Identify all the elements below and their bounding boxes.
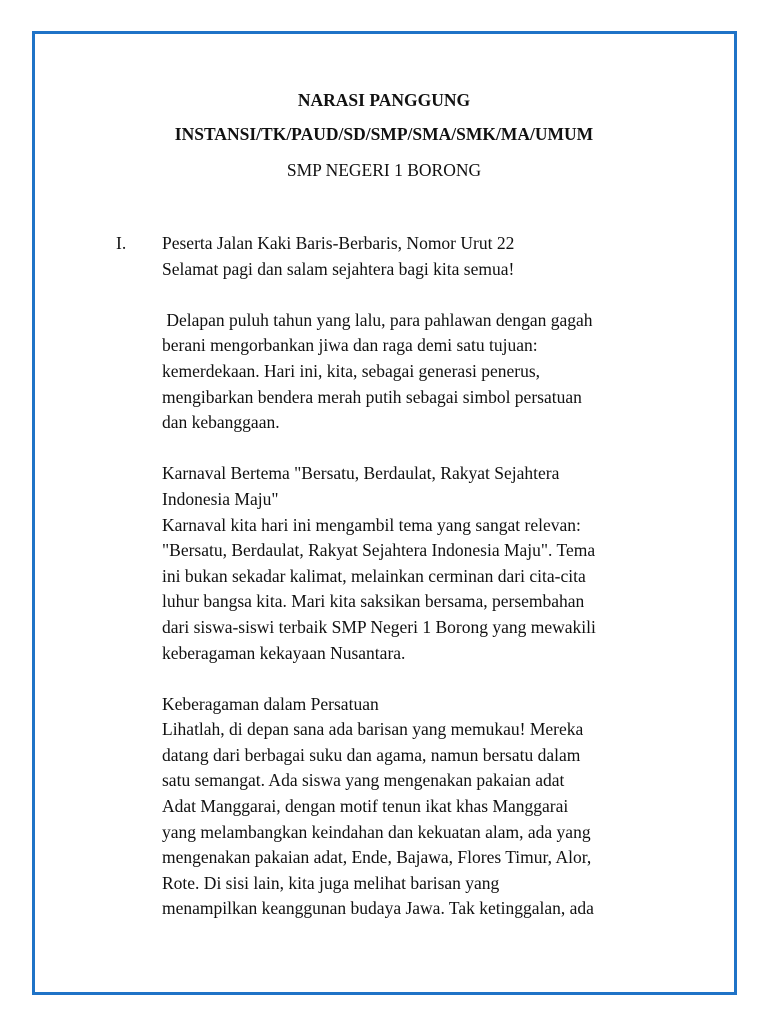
text-line: mengibarkan bendera merah putih sebagai simbol persatuan [162,386,582,407]
text-line: Karnaval Bertema "Bersatu, Berdaulat, Rakyat Sejahtera [162,463,560,484]
text-line: datang dari berbagai suku dan agama, namun bersatu dalam [162,744,581,765]
document-title: NARASI PANGGUNG [297,90,471,110]
text-line: luhur bangsa kita. Mari kita saksikan bersama, persembahan [162,591,585,612]
text-line: yang melambangkan keindahan dan kekuatan alam, ada yang [162,821,591,842]
paragraph [162,231,692,282]
text-line: mengenakan pakaian adat, Ende, Bajawa, Flores Timur, Alor, [162,847,592,868]
text-line: Delapan puluh tahun yang lalu, para pahlawan dengan gagah [162,309,593,330]
section-number: I. [116,233,127,253]
text-line: Karnaval kita hari ini mengambil tema yang sangat relevan: [162,514,581,535]
text-line: Rote. Di sisi lain, kita juga melihat barisan yang [162,872,500,893]
text-line: Peserta Jalan Kaki Baris-Berbaris, Nomor Urut 22 [162,233,515,253]
document-body [162,231,692,922]
text-line: kemerdekaan. Hari ini, kita, sebagai generasi penerus, [162,360,541,381]
paragraph [162,692,692,922]
text-line: dari siswa-siswi terbaik SMP Negeri 1 Borong yang mewakili [162,616,596,637]
text-line: keberagaman kekayaan Nusantara. [162,642,406,663]
school-name: SMP NEGERI 1 BORONG [286,160,482,180]
text-line: berani mengorbankan jiwa dan raga demi satu tujuan: [162,335,538,356]
text-line: Selamat pagi dan salam sejahtera bagi kita semua! [162,258,515,279]
text-line: Keberagaman dalam Persatuan [162,693,379,714]
text-line: satu semangat. Ada siswa yang mengenakan pakaian adat [162,770,565,791]
text-line: dan kebanggaan. [162,412,280,433]
paragraph [162,308,692,436]
text-line: ini bukan sekadar kalimat, melainkan cerminan dari cita-cita [162,565,586,586]
text-line: "Bersatu, Berdaulat, Rakyat Sejahtera Indonesia Maju". Tema [162,540,596,561]
text-line: Adat Manggarai, dengan motif tenun ikat khas Manggarai [162,796,569,817]
text-line: Indonesia Maju" [162,488,279,509]
document-subtitle: INSTANSI/TK/PAUD/SD/SMP/SMA/SMK/MA/UMUM [174,124,594,144]
paragraph [162,461,692,666]
text-line: Lihatlah, di depan sana ada barisan yang memukau! Mereka [162,719,584,740]
text-line: menampilkan keanggunan budaya Jawa. Tak ketinggalan, ada [162,898,594,919]
